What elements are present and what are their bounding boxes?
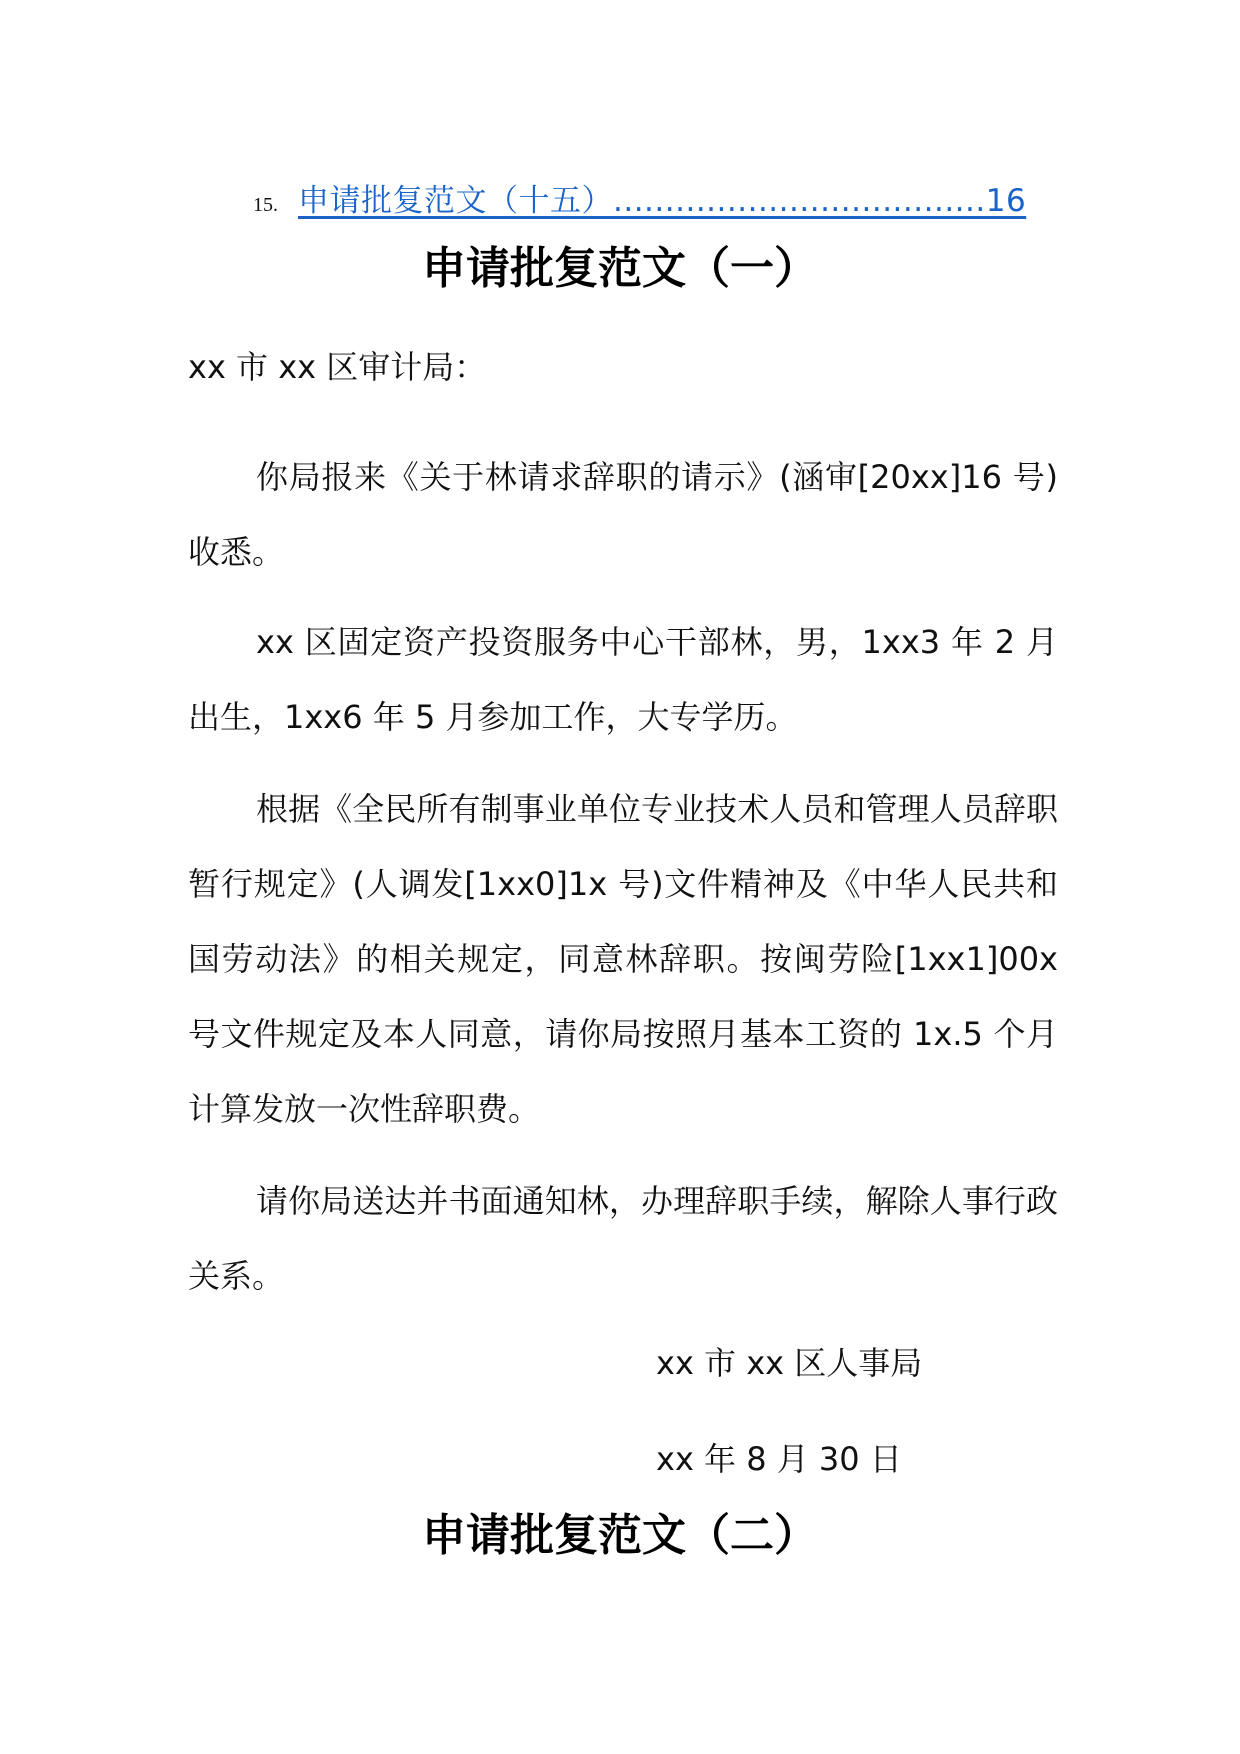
section-1-body (188, 330, 1058, 405)
paragraph-text: 请你局送达并书面通知林，办理辞职手续，解除人事行政关系。 (188, 1182, 1058, 1295)
paragraph-4 (188, 1164, 1058, 1314)
paragraph-text: 你局报来《关于林请求辞职的请示》(涵审[20xx]16 号)收悉。 (188, 458, 1058, 571)
paragraph-2 (188, 605, 1058, 755)
signature-date: xx 年 8 月 30 日 (656, 1440, 902, 1478)
section-title-2: 申请批复范文（二） (422, 1510, 818, 1561)
toc-entry-number: 15. (253, 194, 278, 216)
paragraph-1 (188, 440, 1058, 590)
paragraph-text: 根据《全民所有制事业单位专业技术人员和管理人员辞职暂行规定》(人调发[1xx0]1x 号)文件精神及《中华人民共和国劳动法》的相关规定，同意林辞职。按闽劳险[1xx1]00x 号文件规定及本人同意，请你局按照月基本工资的 1x.5 个月计算发放一次性辞职费。 (188, 790, 1058, 1128)
signature-org: xx 市 xx 区人事局 (656, 1344, 923, 1382)
section-title-1: 申请批复范文（一） (422, 243, 818, 294)
salutation: xx 市 xx 区审计局： (188, 348, 487, 386)
paragraph-text: xx 区固定资产投资服务中心干部林，男，1xx3 年 2 月出生，1xx6 年 5 月参加工作，大专学历。 (188, 623, 1058, 736)
paragraph-3 (188, 772, 1058, 1147)
toc-entry-link[interactable]: 申请批复范文（十五）....................................16 (298, 183, 1027, 219)
toc-entry-15[interactable] (253, 175, 1053, 219)
